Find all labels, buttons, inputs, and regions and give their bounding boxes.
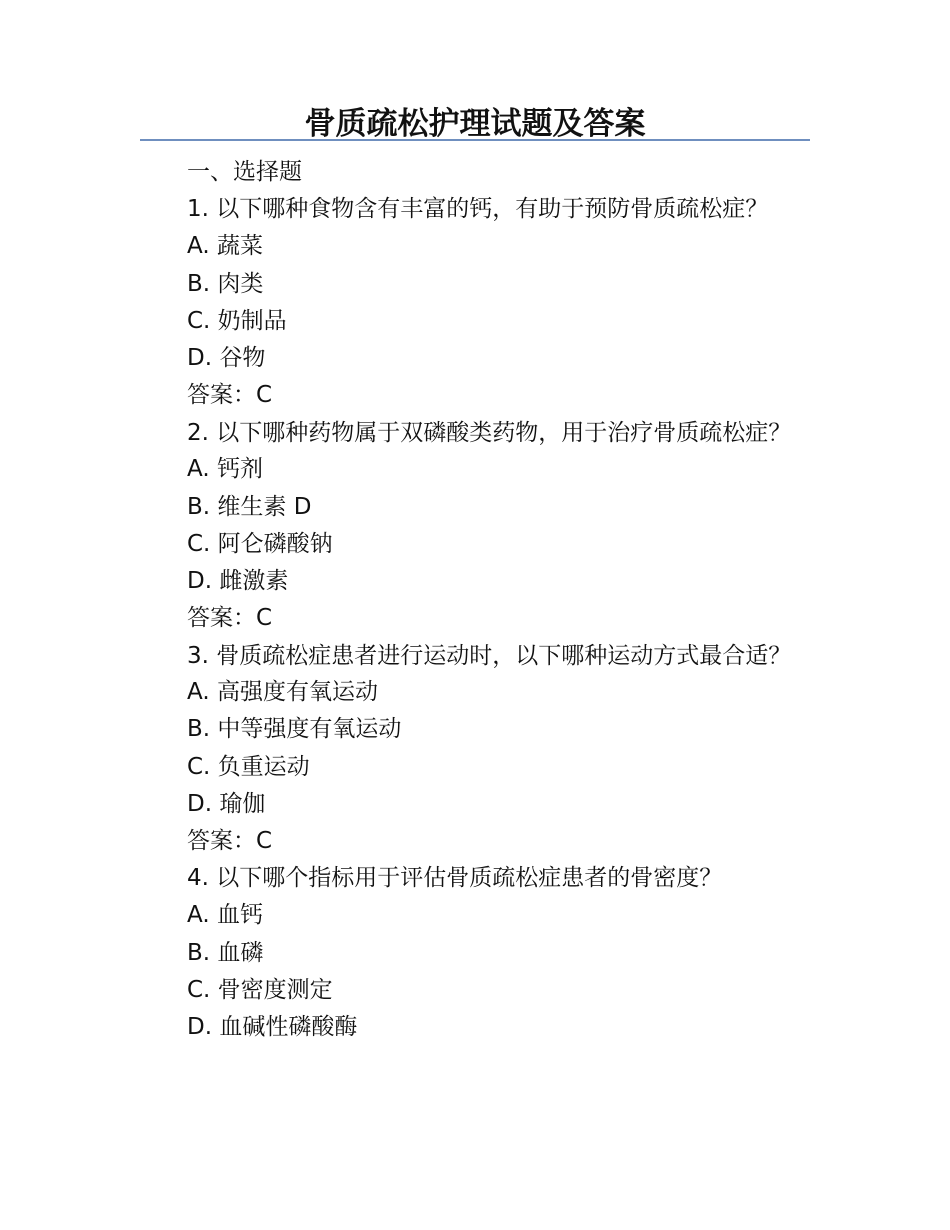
option-c: C. 奶制品 — [187, 307, 287, 334]
answer-text: 答案：C — [187, 605, 273, 632]
answer-text: 答案：C — [187, 382, 273, 409]
answer-text: 答案：C — [187, 828, 273, 854]
question-text: 2. 以下哪种药物属于双磷酸类药物，用于治疗骨质疏松症？ — [187, 420, 792, 447]
document-body — [140, 154, 800, 1046]
option-a: A. 蔬菜 — [187, 233, 263, 260]
option-b: B. 中等强度有氧运动 — [187, 716, 402, 743]
question-text: 1. 以下哪种食物含有丰富的钙，有助于预防骨质疏松症？ — [187, 196, 769, 223]
option-a: A. 钙剂 — [187, 456, 263, 483]
option-d: D. 雌激素 — [187, 567, 289, 594]
option-a: A. 高强度有氧运动 — [187, 679, 378, 706]
option-c: C. 负重运动 — [187, 753, 310, 780]
option-b: B. 肉类 — [187, 270, 264, 297]
document-title: 骨质疏松护理试题及答案 — [304, 106, 646, 142]
option-d: D. 瑜伽 — [187, 790, 266, 817]
option-a: A. 血钙 — [187, 902, 263, 929]
section-heading: 一、选择题 — [187, 159, 302, 185]
question-text: 4. 以下哪个指标用于评估骨质疏松症患者的骨密度？ — [187, 865, 723, 892]
title-underline — [140, 139, 810, 141]
option-d: D. 血碱性磷酸酶 — [187, 1013, 358, 1040]
option-c: C. 阿仑磷酸钠 — [187, 530, 333, 557]
option-c: C. 骨密度测定 — [187, 976, 333, 1003]
option-b: B. 维生素 D — [187, 493, 312, 520]
option-d: D. 谷物 — [187, 344, 266, 371]
question-text: 3. 骨质疏松症患者进行运动时，以下哪种运动方式最合适？ — [187, 643, 792, 670]
option-b: B. 血磷 — [187, 939, 264, 966]
